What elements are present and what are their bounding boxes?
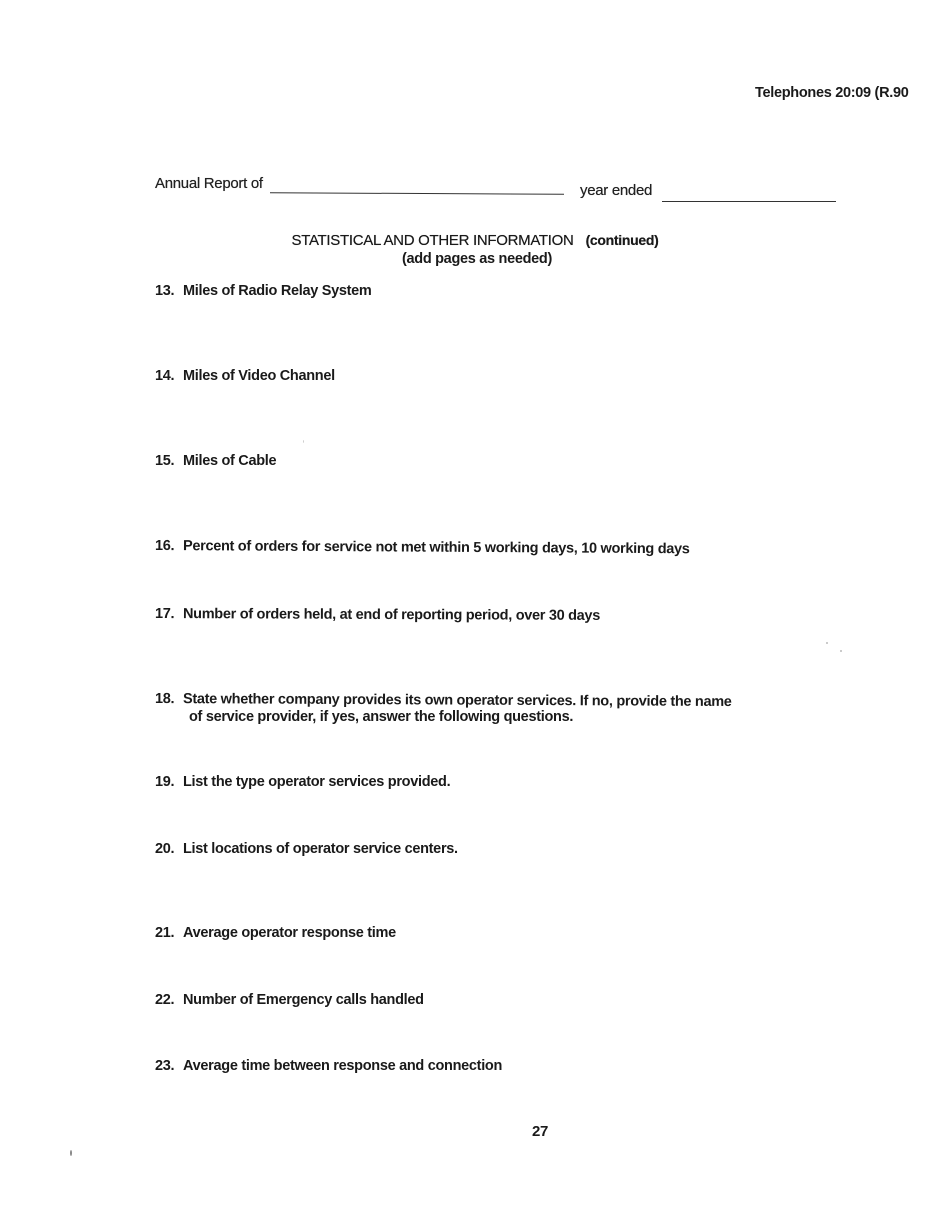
item-number: 14.: [155, 368, 175, 384]
list-item-continuation: of service provider, if yes, answer the following questions.: [189, 709, 574, 725]
list-item: [155, 924, 396, 942]
list-item: [155, 452, 276, 470]
item-number: 15.: [155, 453, 175, 469]
item-text: List the type operator services provided.: [183, 774, 451, 790]
page-number: 27: [532, 1123, 549, 1140]
form-reference: Telephones 20:09 (R.90: [755, 85, 909, 101]
page-title-main: STATISTICAL AND OTHER INFORMATION: [291, 232, 574, 249]
item-text: State whether company provides its own operator services. If no, provide the name: [182, 691, 732, 711]
list-item: [155, 991, 424, 1009]
scan-speck: [70, 1150, 72, 1156]
year-ended-blank-line: [662, 201, 836, 202]
item-text: Miles of Video Channel: [183, 368, 335, 384]
list-item: [155, 773, 450, 791]
list-item: [155, 282, 372, 300]
item-number: 13.: [155, 283, 175, 299]
page-subtitle: [0, 250, 950, 268]
item-text: Number of orders held, at end of reporting period, over 30 days: [182, 606, 601, 624]
item-number: 17.: [154, 606, 175, 623]
item-text: Average operator response time: [183, 925, 396, 941]
page-title: [0, 231, 950, 250]
list-item: [155, 1057, 502, 1075]
item-text: Miles of Radio Relay System: [183, 283, 372, 299]
annual-report-blank-line: [270, 192, 564, 195]
scan-speck: [840, 650, 842, 652]
year-ended-label: year ended: [580, 182, 653, 199]
item-number: 19.: [155, 774, 175, 790]
item-number: 23.: [155, 1058, 175, 1074]
page-title-continued: (continued): [585, 232, 659, 248]
scan-speck: [826, 642, 828, 644]
item-text: Percent of orders for service not met within 5 working days, 10 working days: [182, 538, 690, 558]
list-item: [155, 367, 335, 385]
item-number: 22.: [155, 992, 175, 1008]
annual-report-label: Annual Report of: [155, 175, 263, 192]
item-text: Miles of Cable: [183, 453, 277, 469]
item-number: 21.: [155, 925, 175, 941]
item-text: List locations of operator service centers.: [183, 841, 458, 857]
item-text: Average time between response and connection: [183, 1058, 503, 1074]
item-text: Number of Emergency calls handled: [183, 992, 424, 1008]
scan-speck: [303, 440, 304, 443]
item-number: 20.: [155, 841, 175, 857]
item-number: 18.: [154, 691, 175, 708]
list-item: [155, 605, 600, 625]
list-item: [155, 537, 690, 558]
item-number: 16.: [154, 538, 175, 555]
list-item: [155, 840, 458, 858]
page-subtitle-text: (add pages as needed): [401, 251, 553, 267]
